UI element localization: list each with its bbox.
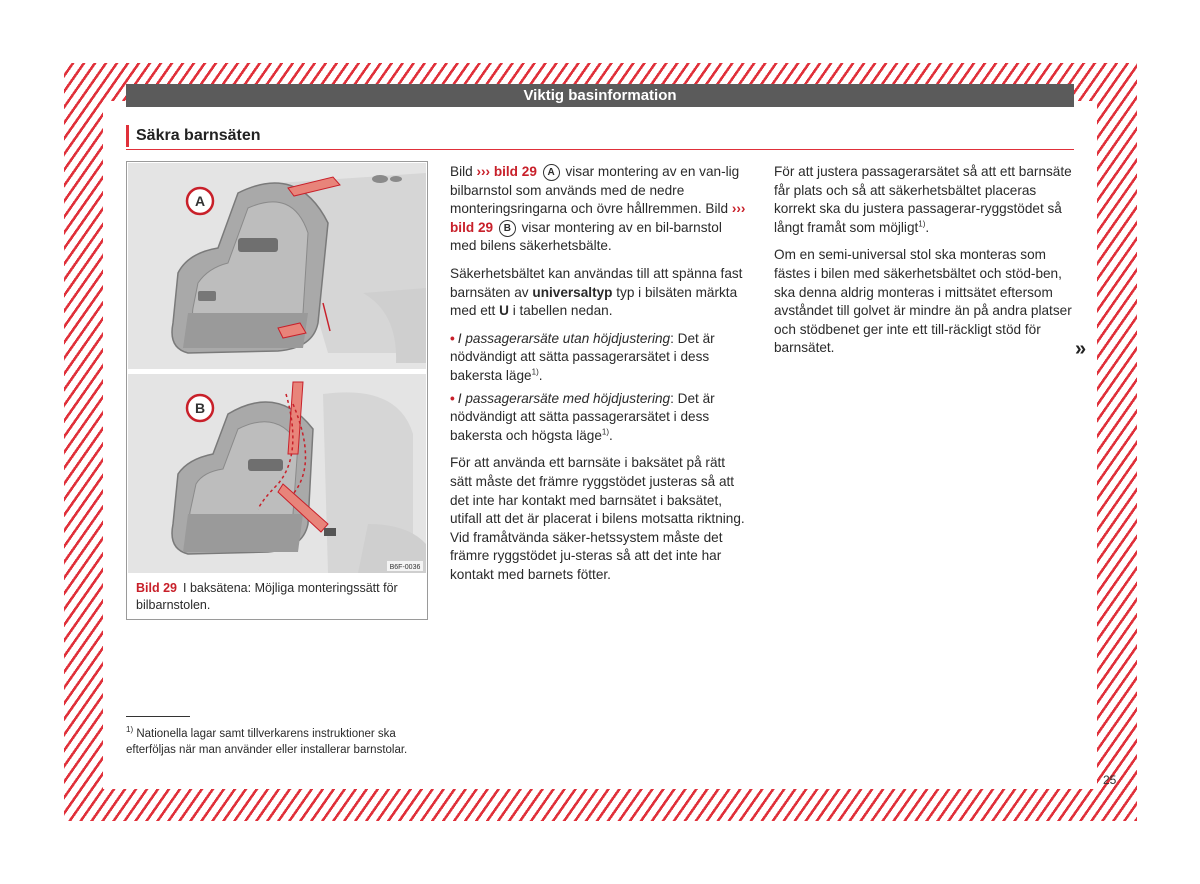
footnote-ref[interactable]: 1)	[918, 219, 926, 229]
section-marker	[126, 125, 129, 147]
circle-label-b: B	[499, 220, 516, 237]
text-run: : Det är nödvändigt att sätta passagerarsätet i dess bakersta och högsta läge	[450, 390, 715, 443]
bold-term: U	[499, 303, 509, 319]
paragraph-rear-seat: För att använda ett barnsäte i baksätet på rätt sätt måste det främre ryggstödet justeras så att det inte har kontakt med barnsätet i baksätet, utifall att det är placerat i bilens motsatta riktning. Vid framåtvända säker-hetssystem måste det främre ryggstödet ju-steras så att det inte har kontakt med barnets fötter.	[450, 455, 745, 582]
bullet-dot: •	[450, 330, 455, 346]
bullet-term: I passagerarsäte med höjdjustering	[457, 390, 671, 406]
child-seat-belt-illustration	[128, 374, 426, 573]
bullet-dot: •	[450, 390, 455, 406]
bullet-term: I passagerarsäte utan höjdjustering	[457, 330, 671, 346]
chapter-header: Viktig basinformation	[126, 84, 1074, 107]
figure-code: B6F-0036	[389, 564, 421, 571]
text-run: .	[609, 427, 613, 443]
continue-arrow-icon: »	[1075, 338, 1087, 360]
paragraph-figure-refs	[450, 163, 750, 256]
section-heading	[126, 125, 1074, 150]
footnote-text: Nationella lagar samt tillverkarens instruktioner ska efterföljas när man använder eller installerar barnstolar.	[126, 728, 408, 756]
bullet-item	[450, 390, 750, 446]
text-run: Säkerhetsbältet kan användas till att spänna fast barnsäten av	[450, 265, 743, 300]
child-seat-isofix-illustration	[128, 163, 426, 369]
link-arrows: ›››	[476, 164, 491, 179]
text-run: .	[538, 367, 543, 383]
section-title: Säkra barnsäten	[136, 127, 261, 144]
footnote-ref[interactable]: 1)	[601, 427, 610, 437]
text-run: typ i bilsäten märkta med ett	[450, 284, 738, 319]
footnote-mark: 1)	[126, 725, 134, 735]
figure-caption	[136, 580, 421, 614]
text-run: visar montering av en van-lig bilbarnstol som används med de nedre monteringsringarna och övre hållremmen.	[450, 164, 740, 217]
paragraph-semi-universal: Om en semi-universal stol ska monteras som fästes i bilen med säkerhetsbältet och stöd-ben, ska denna aldrig monteras i mittsätet eftersom avståndet till golvet är mindre än på andra platser och stödbenet ger inte ett till-räckligt stöd för barnsätet.	[774, 247, 1072, 356]
link-arrows: ›››	[731, 201, 746, 217]
figure-caption-text: I baksätena: Möjliga monteringssätt för bilbarnstolen.	[136, 581, 398, 612]
panel-a-label: A	[194, 193, 206, 209]
footnote-divider	[126, 716, 190, 717]
paragraph-belt	[450, 265, 750, 321]
panel-b-label: B	[194, 400, 206, 416]
figure-caption-label: Bild 29	[136, 581, 177, 595]
text-run: .	[925, 219, 930, 235]
text-run: : Det är nödvändigt att sätta passagerarsätet i dess bakersta läge	[450, 330, 715, 383]
text-run: För att justera passagerarsätet så att ett barnsäte får plats och så att säkerhetsbältet placeras korrekt ska du justera passagerar-ryggstödet så långt framåt som möjligt	[774, 164, 1072, 235]
bullet-item	[450, 330, 750, 386]
circle-label-a: A	[543, 164, 560, 181]
text-run: i tabellen nedan.	[512, 303, 613, 319]
footnote-ref[interactable]: 1)	[531, 367, 539, 377]
figure-panel-a	[128, 163, 426, 369]
text-column-right	[774, 163, 1074, 367]
text-run: visar montering av en bil-barnstol med bilens säkerhetsbälte.	[450, 219, 722, 254]
text-run: Bild	[450, 164, 473, 179]
figure-panel-b	[128, 374, 426, 573]
bold-term: universaltyp	[532, 284, 613, 300]
figure-link-b[interactable]: bild 29	[450, 219, 494, 235]
figure-link-a[interactable]: bild 29	[493, 164, 537, 179]
footnote	[126, 727, 416, 758]
paragraph-adjust	[774, 163, 1074, 237]
page-number: 25	[1103, 773, 1117, 787]
text-column-middle	[450, 163, 750, 593]
text-run: Bild	[705, 201, 729, 217]
figure-29	[126, 161, 428, 620]
